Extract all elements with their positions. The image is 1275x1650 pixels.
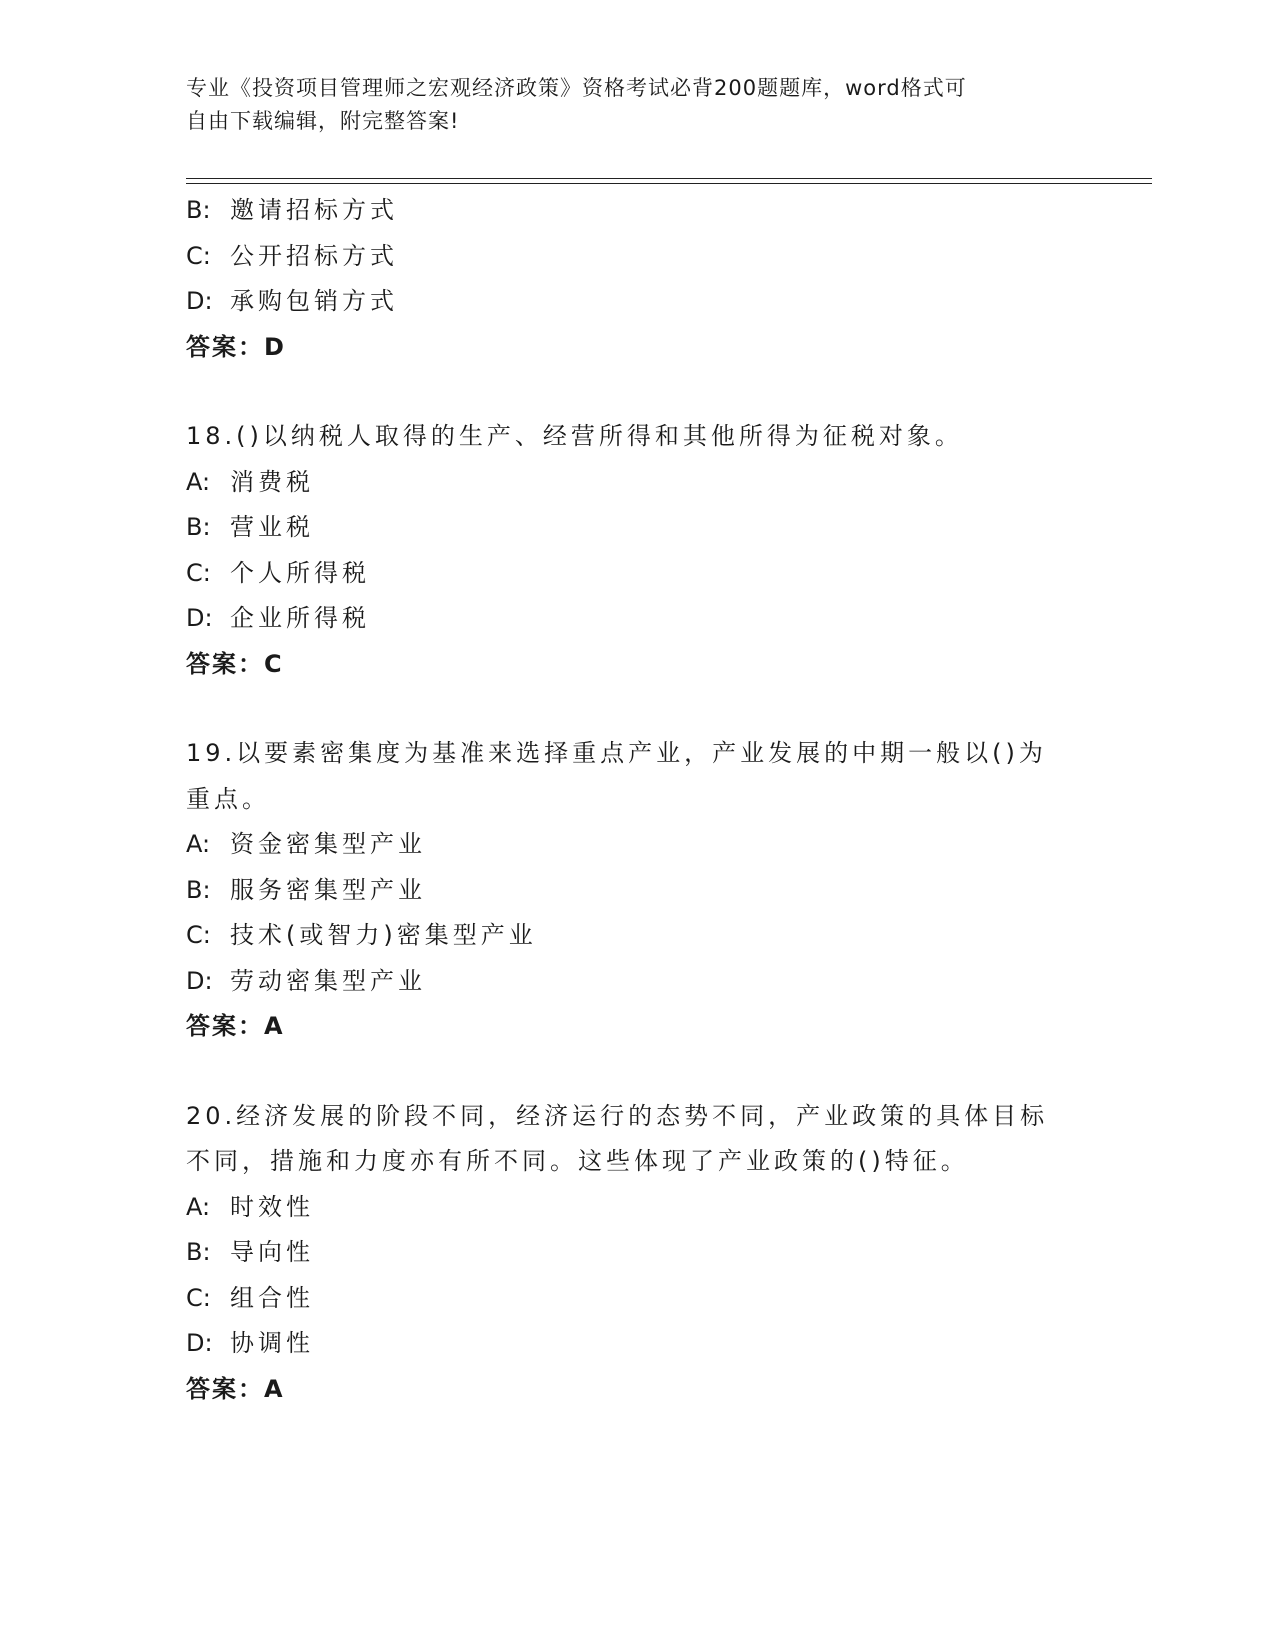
spacer [186,687,1086,731]
option-text: 劳动密集型产业 [230,966,426,995]
answer-18: 答案：C [186,649,284,678]
option-letter: C: [186,921,211,949]
option-letter: A: [186,1192,211,1221]
option-letter: B: [186,513,211,541]
option-text: 企业所得税 [230,604,370,632]
question-17 [186,188,1086,370]
answer-20: 答案：A [186,1374,285,1403]
question-18-text: 18.()以纳税人取得的生产、经营所得和其他所得为征税对象。 [186,422,963,450]
spacer [186,1050,1086,1094]
answer-19: 答案：A [186,1012,285,1040]
option-b [186,868,1086,914]
option-text: 资金密集型产业 [230,830,426,858]
option-letter: D: [186,966,213,995]
option-c [186,913,1086,959]
option-d [186,1321,1086,1367]
option-text: 服务密集型产业 [230,875,426,904]
header-rule-top [186,178,1152,179]
option-text: 技术(或智力)密集型产业 [230,921,537,949]
option-text: 邀请招标方式 [230,196,398,224]
answer-17: 答案：D [186,332,286,361]
option-b [186,1230,1086,1276]
option-text: 组合性 [230,1283,314,1312]
header-rule-bottom [186,183,1152,184]
option-text: 承购包销方式 [230,287,398,315]
option-text: 导向性 [230,1238,314,1266]
option-text: 个人所得税 [230,558,370,587]
question-20-text: 20.经济发展的阶段不同，经济运行的态势不同，产业政策的具体目标不同，措施和力度亦有所不同。这些体现了产业政策的()特征。 [186,1101,1049,1175]
option-b [186,505,1086,551]
option-d [186,279,1086,325]
option-a [186,822,1086,868]
document-header [186,72,1066,138]
option-d [186,959,1086,1005]
option-letter: D: [186,287,213,315]
option-a [186,460,1086,506]
option-text: 营业税 [230,513,314,541]
header-line-1: 专业《投资项目管理师之宏观经济政策》资格考试必背200题题库，word格式可 [186,76,967,100]
question-20 [186,1094,1086,1413]
option-b [186,188,1086,234]
question-18 [186,414,1086,687]
header-line-2: 自由下载编辑，附完整答案! [186,109,460,133]
option-text: 协调性 [230,1329,314,1357]
question-19 [186,731,1086,1050]
spacer [186,370,1086,414]
option-c [186,551,1086,597]
option-letter: B: [186,1238,211,1266]
option-letter: C: [186,558,211,587]
option-letter: C: [186,241,211,270]
option-text: 时效性 [230,1192,314,1221]
option-c [186,1276,1086,1322]
option-c [186,234,1086,280]
option-letter: A: [186,830,211,858]
option-a [186,1185,1086,1231]
option-letter: D: [186,604,213,632]
option-text: 消费税 [230,467,314,496]
option-letter: D: [186,1329,213,1357]
option-letter: B: [186,875,211,904]
option-text: 公开招标方式 [230,241,398,270]
question-list [186,188,1086,1412]
question-19-text: 19.以要素密集度为基准来选择重点产业，产业发展的中期一般以()为重点。 [186,739,1047,813]
option-d [186,596,1086,642]
option-letter: A: [186,467,211,496]
option-letter: C: [186,1283,211,1312]
option-letter: B: [186,196,211,224]
